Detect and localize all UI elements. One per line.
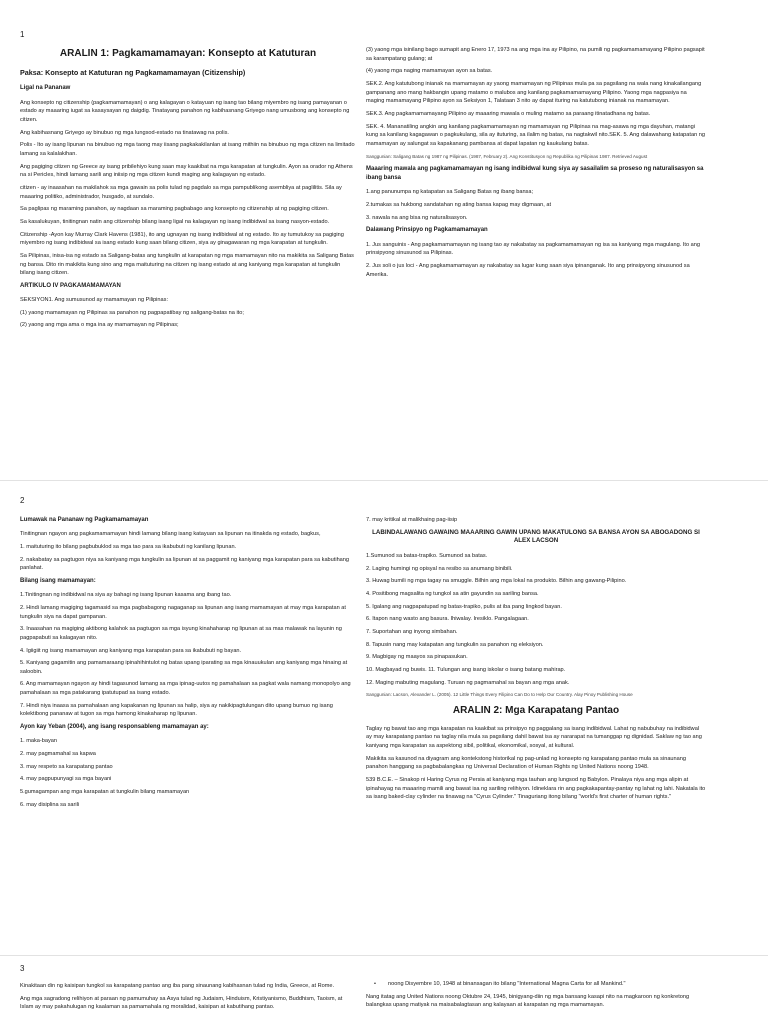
paragraph: Kinakitaan din ng kaisipan tungkol sa karapatang pantao ang iba pang sinaunang kabihasnan tulad ng India, Greece, at Rome. xyxy=(20,983,335,989)
paragraph: Taglay ng bawat tao ang mga karapatan na kaakibat sa prinsipyo ng paggalang sa isang indibidwal. Lahat ng nabubuhay na indibidwal ay may karapatang pantao na taglay nila mula sa pagsilang dahil bawat isa ay nararapat na tumanggap ng dignidad. Saklaw ng tao ang kaniyang mga karapatan sa aspektong sibil, politikal, ekonomikal, sosyal, at kultural. xyxy=(366,725,702,750)
list-item: 6. may disiplina sa sarili xyxy=(20,801,80,808)
list-item: 1. Jus sanguinis - Ang pagkamamamayan ng isang tao ay nakabatay sa pagkamamamayan ng isa sa kaniyang mga magulang. Ito ang prinsipyong sinusunod sa Pilipinas. xyxy=(366,241,700,257)
paragraph: citizen - ay inaasahan na makilahok sa mga gawain sa polis tulad ng pagdalo sa mga pampublikong asembliya at paglilitis. Sila ay maaaring politiko, administrador, husgado, at sundalo. xyxy=(20,184,342,200)
paragraph: 1. maituturing ito bilang pagbubuklod sa mga tao para sa ikabubuti ng kanilang lipunan. xyxy=(20,543,237,550)
list-item: 4. may pagpupunyagi sa mga bayani xyxy=(20,776,112,783)
list-item: 3. may respeto sa karapatang pantao xyxy=(20,763,113,770)
paragraph: SEK.2. Ang katutubong inianak na mamamayan ay yaong mamamayan ng Pilipinas mula pa sa pagsilang na wala nang kinakailangang gampanang ano mang hakbangin upang matamo o malubos ang kanilang pagkamamamayang Pilipino. Yaong mga nagpasiya na maging mamamayang Pilipino ayon sa Seksiyon 1, Talataan 3 nito ay dapat ituring na katutubong inianak na mamamayan. xyxy=(366,80,702,105)
list-item: 2. Hindi lamang magiging tagamasid sa mga pagbabagong nagaganap sa lipunan ang isang mamamayan at may mga karapatan at tungkulin siya na dapat gampanan. xyxy=(20,604,346,620)
list-item: 1.Tinitingnan ng indibidwal na siya ay bahagi ng isang lipunan kasama ang ibang tao. xyxy=(20,592,232,599)
list-item: 6. Itapon nang wasto ang basura. Ihiwalay. Iresiklo. Pangalagaan. xyxy=(366,616,529,623)
list-item: 9. Magbigay ng maayos sa pinapasukan. xyxy=(366,654,468,661)
page-1-left-column xyxy=(20,48,356,334)
list-item: 8. Tapusin nang may katapatan ang tungkulin sa panahon ng eleksiyon. xyxy=(366,641,544,648)
paragraph: Ang mga sagradong relihiyon at paraan ng pamumuhay sa Asya tulad ng Judaism, Hinduism, Kristiyanismo, Buddhism, Taoism, at Islam ay may pakahulugan ng kaalaman sa pamamahala ng moralidad, kaisipan at kabutihang pantao. xyxy=(20,995,343,1011)
paragraph: (2) yaong ang mga ama o mga ina ay mamamayan ng Pilipinas; xyxy=(20,322,179,329)
page-1-right-column xyxy=(366,46,706,283)
section-heading: Ayon kay Yeban (2004), ang isang responsableng mamamayan ay: xyxy=(20,724,209,731)
document-page-2 xyxy=(0,482,768,954)
paragraph: (3) yaong mga isinilang bago sumapit ang Enero 17, 1973 na ang mga ina ay Pilipino, na pumili ng pagkamamamayang Pilipino pagsapit sa karampatang gulang; at xyxy=(366,47,705,62)
list-item: 2.tumakas sa hukbong sandatahan ng ating bansa kapag may digmaan, at xyxy=(366,201,552,208)
section-heading: Bilang isang mamamayan: xyxy=(20,577,96,584)
paragraph: 539 B.C.E. – Sinakop ni Haring Cyrus ng Persia at kaniyang mga tauhan ang lungsod ng Babylon. Pinalaya niya ang mga alipin at ipinahayag na maaaring mamili ang bawat isa ng sariling relihiyon. Idineklara rin ang pagkakapantay-pantay ng lahat ng lahi. Nakatala ito sa isang baked-clay cylinder na tinawag na "Cyrus Cylinder." Tinaguriang itong bilang "world's first charter of human rights." xyxy=(366,777,706,801)
page-number: 2 xyxy=(20,496,25,505)
document-page-3 xyxy=(0,956,768,1024)
paragraph: Tinitingnan ngayon ang pagkamamamayan hindi lamang bilang isang katayuan sa lipunan na itinakda ng estado, bagkus, xyxy=(20,531,321,538)
lesson-title: ARALIN 2: Mga Karapatang Pantao xyxy=(452,705,620,717)
list-item: 5. Kaniyang gagamitin ang pamamaraang ipinahihintulot ng batas upang iparating sa mga kinauukulan ang kaniyang mga hinaing at saloobin. xyxy=(20,660,348,675)
paragraph: Nang itatag ang United Nations noong Oktubre 24, 1945, binigyang-diin ng mga bansang kasapi nito na magkaroon ng konkretong balangkas upang matiyak na maisabalagtasan ang kalayaan at karapatan ng mga mamamayan. xyxy=(366,993,690,1009)
list-item: 3. Inaasahan na magiging aktibong kalahok sa pagtugon sa mga isyung kinahaharap ng lipunan at sa mas malawak na layunin ng pagpapabuti sa kalagayan nito. xyxy=(20,626,342,641)
list-item: 4. Igiigiit ng isang mamamayan ang kaniyang mga karapatan para sa ikabubuti ng bayan. xyxy=(20,647,242,654)
section-heading: Ligal na Pananaw xyxy=(20,85,71,92)
paragraph: SEK.3. Ang pagkamamamayang Pilipino ay maaaring mawala o muling matamo sa paraang itinatadhana ng batas. xyxy=(366,110,651,117)
paragraph: (1) yaong mamamayan ng Pilipinas sa panahon ng pagpapatibay ng saligang-batas na ito; xyxy=(20,309,244,316)
list-item: 5. Igalang ang nagpapatupad ng batas-trapiko, pulis at iba pang lingkod bayan. xyxy=(366,603,562,610)
paragraph: SEKSIYON1. Ang sumusunod ay mamamayan ng Pilipinas: xyxy=(20,297,168,304)
source-citation: Sanggunian: Saligang Batas ng 1987 ng Pilipinas. (1987, February 2). Ang Konstitusyon ng Republika ng Pilipinas 1987. Retrieved August xyxy=(366,153,648,159)
lesson-title: ARALIN 1: Pagkamamamayan: Konsepto at Katuturan xyxy=(59,48,317,59)
list-item: 1.Sumunod sa batas-trapiko. Sumunod sa batas. xyxy=(366,553,488,559)
list-item: 5.gumagampan ang mga karapatan at tungkulin bilang mamamayan xyxy=(20,789,190,796)
list-item: 7. Suportahan ang inyong simbahan. xyxy=(366,628,458,635)
page-2-left-column xyxy=(20,516,356,813)
list-item: 2. Laging humingi ng opisyal na resibo sa anumang binibili. xyxy=(366,565,513,572)
paragraph: Makikita sa kasunod na diyagram ang kontekstong historikal ng pag-unlad ng konsepto ng karapatang pantao mula sa sinaunang panahon hanggang sa pagbabalangkas ng Universal Declaration of Human Rights ng United Nations noong 1948. xyxy=(366,755,686,771)
paragraph: Polis - Ito ay isang lipunan na binubuo ng mga taong may iisang pagkakakilanlan at isang mithiin na binubuo ng mga citizen na limitado lamang sa kalalakihan. xyxy=(20,142,355,157)
list-item: 3. Huwag bumili ng mga tagay na smuggle. Bilhin ang mga lokal na produkto. Bilhin ang gawang-Pilipino. xyxy=(366,578,627,585)
page-number: 1 xyxy=(20,30,25,39)
list-item: 4. Positibong magsalita ng tungkol sa atin gayundin sa sariling bansa. xyxy=(366,590,539,597)
list-item: 7. Hindi niya inaasa sa pamahalaan ang kapakanan ng lipunan sa halip, siya ay nakikipagtulungan dito upang bumuo ng isang kolektibong pananaw at tugon sa mga hamong kinakaharap ng lipunan. xyxy=(20,702,333,718)
list-item: 1. maka-bayan xyxy=(20,738,58,745)
section-heading: ARTIKULO IV PAGKAMAMAMAYAN xyxy=(20,282,121,289)
page-3-right-column xyxy=(366,980,706,1014)
section-heading: Dalawang Prinsipyo ng Pagkamamamayan xyxy=(366,227,488,234)
paragraph: Sa kasalukuyan, tinitingnan natin ang citizenship bilang isang ligal na kalagayan ng isang indibidwal sa isang nasyon-estado. xyxy=(20,218,330,225)
page-divider xyxy=(0,480,768,481)
paragraph: Ang konsepto ng citizenship (pagkamamamayan) o ang kalagayan o katayuan ng isang tao bilang miyembro ng isang pamayanan o estado ay maaaring iugat sa kasaysayan ng daigdig. Tinatayang panahon ng kabihasnang Griyego nang umusbong ang konsepto ng citizen. xyxy=(20,99,350,123)
section-heading: Maaaring mawala ang pagkamamamayan ng isang indibidwal kung siya ay sasailalim sa proseso ng naturalisasyon sa ibang bansa xyxy=(366,165,704,181)
bullet-item: • noong Disyembre 10, 1948 at binansagan ito bilang "International Magna Carta for all Mankind." xyxy=(366,980,706,989)
list-item: 12. Maging mabuting magulang. Turuan ng pagmamahal sa bayan ang mga anak. xyxy=(366,679,570,686)
document-page-1 xyxy=(0,0,768,478)
list-item: 6. Ang mamamayan ngayon ay hindi tagasunod lamang sa mga ipinag-uutos ng pamahalaan sa pagkat wala namang monopolyo ang pamahalaan sa mga patakarang ipatutupad sa isang estado. xyxy=(20,681,351,697)
list-item: 10. Magbayad ng buwis. 11. Tulungan ang isang iskolar o isang batang mahirap. xyxy=(366,666,566,673)
list-item: 7. may kritikal at malikhaing pag-iisip xyxy=(366,517,458,523)
topic-subtitle: Paksa: Konsepto at Katuturan ng Pagkamamamayan (Citizenship) xyxy=(20,68,246,77)
section-heading: LABINDALAWANG GAWAING MAAARING GAWIN UPANG MAKATULONG SA BANSA AYON SA ABOGADONG SI ALEX LACSON xyxy=(372,528,700,545)
list-item: 3. nawala na ang bisa ng naturalisasyon. xyxy=(366,214,468,221)
page-number: 3 xyxy=(20,964,25,973)
source-citation: Sanggunian: Lacson, Alexander L. (2005). 12 Little Things Every Filipino Can Do to Help Our Country. Alay Pinoy Publishing House xyxy=(366,692,633,698)
list-item: 1.ang panunumpa ng katapatan sa Saligang Batas ng ibang bansa; xyxy=(366,189,534,196)
page-2-right-column xyxy=(366,516,706,806)
paragraph: 2. nakabatay sa pagtugon niya sa kaniyang mga tungkulin sa lipunan at sa paggamit ng kaniyang mga karapatan para sa kabutihang panlahat. xyxy=(20,556,350,572)
list-item: 2. Jus soli o jus loci - Ang pagkamamamayan ay nakabatay sa lugar kung saan siya ipinanganak. Ito ang prinsipyong sinusunod sa Amerika. xyxy=(366,262,690,278)
paragraph: Citizenship -Ayon kay Murray Clark Havens (1981), ito ang ugnayan ng isang indibidwal at ng estado. Ito ay tumutukoy sa pagiging miyembro ng isang indibidwal sa isang estado kung saan bilang citizen, siya ay ginagawaran ng mga karapatan at tungkulin. xyxy=(20,231,344,247)
paragraph: Ang kabihasnang Griyego ay binubuo ng mga lungsod-estado na tinatawag na polis. xyxy=(20,129,229,136)
paragraph: Sa Pilipinas, inisa-isa ng estado sa Saligang-batas ang tungkulin at karapatan ng mga mamamayan nito na makikita sa Saligang Batas ng bansa. Dito rin makikita kung sino ang mga maituturing na citizen ng isang estado at ang kaniyang mga karapatan at tungkulin bilang isang citizen. xyxy=(20,252,354,277)
paragraph: Sa paglipas ng maraming panahon, ay nagdaan sa maraming pagbabago ang konsepto ng citizenship at ng pagiging citizen. xyxy=(20,206,329,213)
section-heading: Lumawak na Pananaw ng Pagkamamamayan xyxy=(20,517,149,523)
list-item: 2. may pagmamahal sa kapwa xyxy=(20,751,96,758)
paragraph: Ang pagiging citizen ng Greece ay isang pribilehiyo kung saan may kaakibat na mga karapatan at tungkulin. Ayon sa orador ng Athens na si Pericles, hindi lamang sarili ang iniisip ng mga citizen kundi maging ang kalagayan ng estado. xyxy=(20,163,353,179)
paragraph: SEK. 4. Mananatiling angkin ang kanilang pagkamamamayan ng mamamayan ng Pilipinas na mag-asawa ng mga dayuhan, matangi kung sa kanilang kagagawan o pagkukulang, sila ay ituturing, sa ilalim ng batas, na nagtakwil nito.SEK. 5. Ang dalawahang katapatan ng mamamayan ay salungat sa kapakanang pambansa at dapat lapatan ng kaukulang batas. xyxy=(366,123,705,147)
page-3-left-column xyxy=(20,982,356,1016)
paragraph: (4) yaong mga naging mamamayan ayon sa batas. xyxy=(366,68,493,75)
